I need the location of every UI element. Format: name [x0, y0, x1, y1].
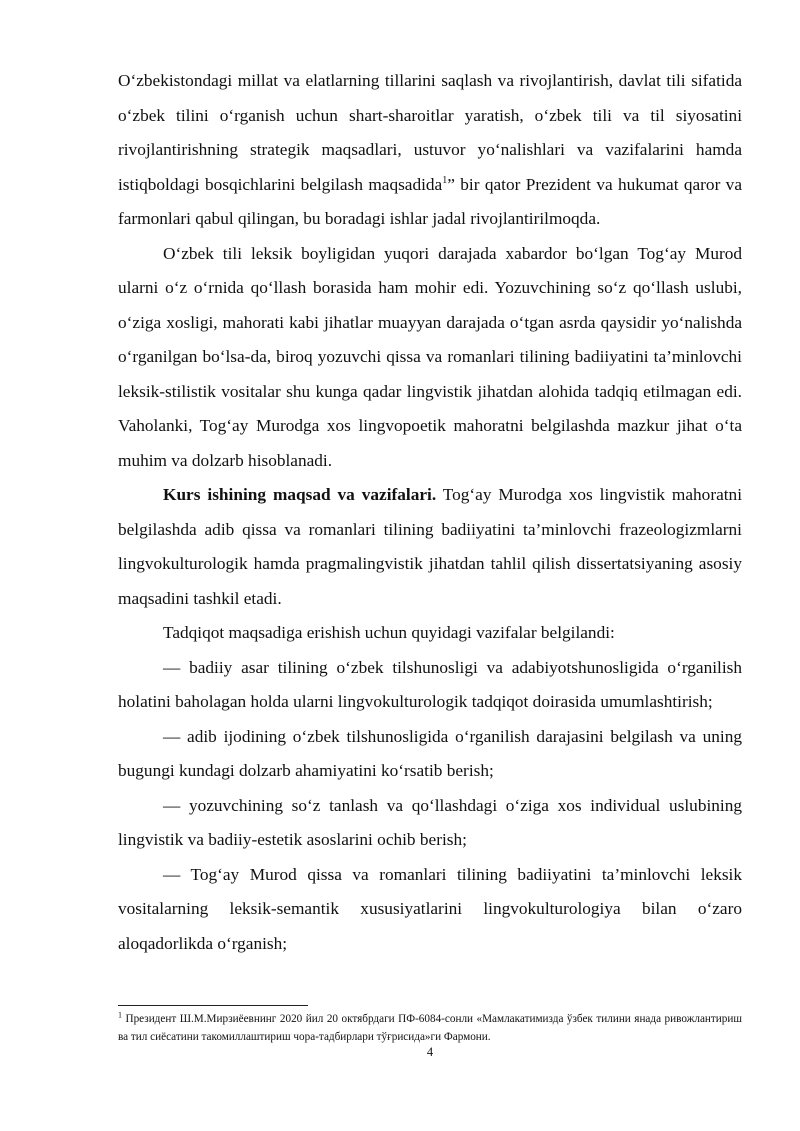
- task-item-2: — adib ijodining o‘zbek tilshunosligida o‘rganilish darajasini belgilash va uning bugungi kundagi dolzarb ahamiyatini ko‘rsatib berish;: [118, 726, 742, 780]
- footnote-text: Президент Ш.М.Мирзиёевнинг 2020 йил 20 октябрдаги ПФ-6084-сонли «Мамлакатимизда ўзбек тилини янада ривожлантириш ва тил сиёсатини такомиллаштириш чора-тадбирлари тўғрисида»ги Фармони.: [118, 1013, 742, 1043]
- task-item-1: — badiiy asar tilining o‘zbek tilshunosligi va adabiyotshunosligida o‘rganilish holatini baholagan holda ularni lingvokulturologik tadqiqot doirasida umumlashtirish;: [118, 657, 742, 711]
- task-item-4: — Tog‘ay Murod qissa va romanlari tilining badiiyatini ta’minlovchi leksik vositalarning leksik-semantik xususiyatlarini lingvokulturologiya bilan o‘zaro aloqadorlikda o‘rganish;: [118, 864, 742, 953]
- footnote-reference[interactable]: 1: [442, 174, 448, 186]
- paragraph-goals: [118, 478, 742, 616]
- goals-heading: Kurs ishining maqsad va vazifalari.: [163, 485, 437, 504]
- goals-text: Tog‘ay Murodga xos lingvistik mahoratni belgilashda adib qissa va romanlari tilining badiiyatini ta’minlovchi frazeologizmlarni lingvokulturologik hamda pragmalingvistik jihatdan tahlil qilish dissertatsiyaning asosiy maqsadini tashkil etadi.: [118, 485, 742, 608]
- paragraph-tasks-intro: Tadqiqot maqsadiga erishish uchun quyidagi vazifalar belgilandi:: [163, 623, 615, 642]
- paragraph-intro: [118, 64, 742, 237]
- footnote-separator: [118, 1005, 308, 1006]
- footnote: [118, 1010, 742, 1046]
- task-item-3: — yozuvchining so‘z tanlash va qo‘llashdagi o‘ziga xos individual uslubining lingvistik va badiiy-estetik asoslarini ochib berish;: [118, 795, 742, 849]
- footnote-marker: 1: [118, 1010, 122, 1020]
- document-body: [118, 64, 742, 961]
- paragraph-author-skill: O‘zbek tili leksik boyligidan yuqori darajada xabardor bo‘lgan Tog‘ay Murod ularni o‘z o‘rnida qo‘llash borasida ham mohir edi. Yozuvchining so‘z qo‘llash uslubi, o‘ziga xosligi, mahorati kabi jihatlar muayyan darajada o‘tgan asrda qaysidir yo‘nalishda o‘rganilgan bo‘lsa-da, biroq yozuvchi qissa va romanlari tilining badiiyatini ta’minlovchi leksik-stilistik vositalar shu kunga qadar lingvistik jihatdan alohida tadqiq etilmagan edi. Vaholanki, Tog‘ay Murodga xos lingvopoetik mahoratni belgilashda mazkur jihat o‘ta muhim va dolzarb hisoblanadi.: [118, 243, 742, 470]
- page-number: 4: [426, 1045, 434, 1059]
- paragraph-intro-continuation: ” bir qator Prezident va hukumat qaror va farmonlari qabul qilingan, bu boradagi ishlar jadal rivojlantirilmoqda.: [118, 174, 742, 228]
- paragraph-intro-text: O‘zbekistondagi millat va elatlarning tillarini saqlash va rivojlantirish, davlat tili sifatida o‘zbek tilini o‘rganish uchun shart-sharoitlar yaratish, o‘zbek tili va til siyosatini rivojlantirishning strategik maqsadlari, ustuvor yo‘nalishlari va vazifalarini hamda istiqboldagi bosqichlarini belgilash maqsadida: [118, 71, 742, 194]
